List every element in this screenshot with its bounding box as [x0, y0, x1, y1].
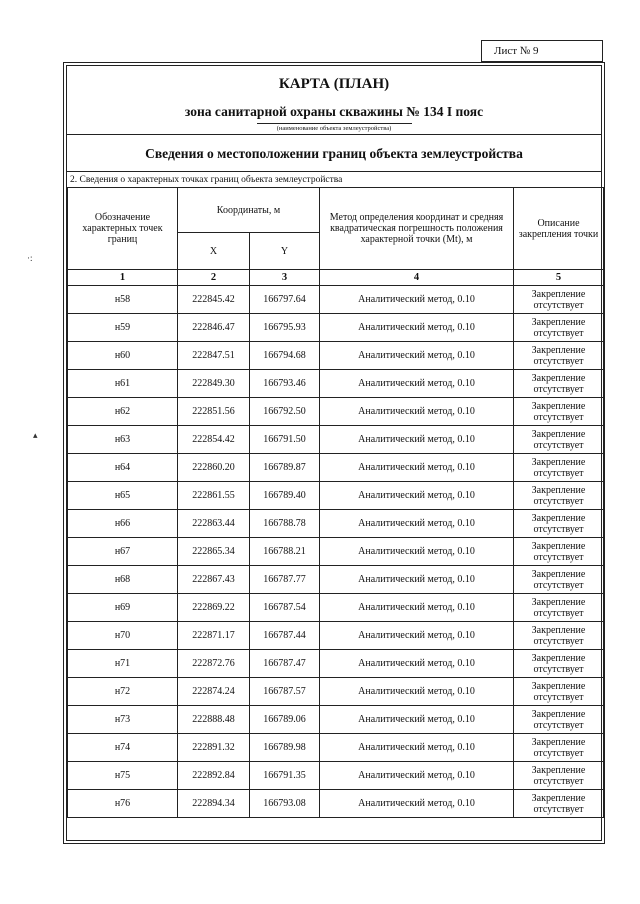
description-cell: Закрепление отсутствует — [514, 314, 604, 342]
description-cell: Закрепление отсутствует — [514, 594, 604, 622]
header-description: Описание закрепления точки — [514, 188, 604, 270]
column-number: 4 — [320, 270, 514, 286]
description-cell: Закрепление отсутствует — [514, 706, 604, 734]
table-row — [68, 454, 604, 482]
description-cell: Закрепление отсутствует — [514, 370, 604, 398]
object-name-caption: (наименование объекта землеустройства) — [276, 125, 392, 132]
header-coordinates: Координаты, м — [178, 188, 320, 233]
x-coordinate-cell: 222874.24 — [178, 678, 250, 706]
point-id-cell: н74 — [68, 734, 178, 762]
y-coordinate-cell: 166787.44 — [250, 622, 320, 650]
x-coordinate-cell: 222863.44 — [178, 510, 250, 538]
point-id-cell: н65 — [68, 482, 178, 510]
y-coordinate-cell: 166788.21 — [250, 538, 320, 566]
point-id-cell: н62 — [68, 398, 178, 426]
table-row — [68, 594, 604, 622]
point-id-cell: н73 — [68, 706, 178, 734]
x-coordinate-cell: 222851.56 — [178, 398, 250, 426]
y-coordinate-cell: 166791.35 — [250, 762, 320, 790]
point-id-cell: н68 — [68, 566, 178, 594]
header-y: Y — [250, 233, 320, 270]
method-cell: Аналитический метод, 0.10 — [320, 510, 514, 538]
caption-underline — [257, 123, 412, 124]
description-cell: Закрепление отсутствует — [514, 342, 604, 370]
y-coordinate-cell: 166793.08 — [250, 790, 320, 818]
point-id-cell: н59 — [68, 314, 178, 342]
x-coordinate-cell: 222849.30 — [178, 370, 250, 398]
description-cell: Закрепление отсутствует — [514, 426, 604, 454]
scan-speck: ▴ — [33, 430, 38, 440]
header-point-name: Обозначение характерных точек границ — [68, 188, 178, 270]
x-coordinate-cell: 222891.32 — [178, 734, 250, 762]
y-coordinate-cell: 166794.68 — [250, 342, 320, 370]
description-cell: Закрепление отсутствует — [514, 622, 604, 650]
description-cell: Закрепление отсутствует — [514, 734, 604, 762]
point-id-cell: н71 — [68, 650, 178, 678]
table-row — [68, 706, 604, 734]
divider — [67, 134, 601, 135]
sheet-number — [481, 40, 603, 62]
table-row — [68, 342, 604, 370]
y-coordinate-cell: 166795.93 — [250, 314, 320, 342]
description-cell: Закрепление отсутствует — [514, 538, 604, 566]
table-row — [68, 286, 604, 314]
table-row — [68, 734, 604, 762]
x-coordinate-cell: 222892.84 — [178, 762, 250, 790]
x-coordinate-cell: 222865.34 — [178, 538, 250, 566]
description-cell: Закрепление отсутствует — [514, 678, 604, 706]
description-cell: Закрепление отсутствует — [514, 762, 604, 790]
document-frame — [63, 62, 605, 844]
y-coordinate-cell: 166793.46 — [250, 370, 320, 398]
y-coordinate-cell: 166791.50 — [250, 426, 320, 454]
y-coordinate-cell: 166789.98 — [250, 734, 320, 762]
method-cell: Аналитический метод, 0.10 — [320, 482, 514, 510]
table-row — [68, 566, 604, 594]
point-id-cell: н60 — [68, 342, 178, 370]
points-table — [67, 187, 604, 818]
table-row — [68, 426, 604, 454]
table-row — [68, 650, 604, 678]
method-cell: Аналитический метод, 0.10 — [320, 594, 514, 622]
point-id-cell: н75 — [68, 762, 178, 790]
table-row — [68, 482, 604, 510]
description-cell: Закрепление отсутствует — [514, 398, 604, 426]
y-coordinate-cell: 166787.47 — [250, 650, 320, 678]
method-cell: Аналитический метод, 0.10 — [320, 538, 514, 566]
method-cell: Аналитический метод, 0.10 — [320, 370, 514, 398]
divider — [67, 171, 601, 172]
point-id-cell: н63 — [68, 426, 178, 454]
method-cell: Аналитический метод, 0.10 — [320, 762, 514, 790]
y-coordinate-cell: 166787.54 — [250, 594, 320, 622]
method-cell: Аналитический метод, 0.10 — [320, 566, 514, 594]
point-id-cell: н67 — [68, 538, 178, 566]
y-coordinate-cell: 166788.78 — [250, 510, 320, 538]
y-coordinate-cell: 166789.06 — [250, 706, 320, 734]
scan-speck: ·: — [27, 253, 33, 263]
table-row — [68, 398, 604, 426]
x-coordinate-cell: 222871.17 — [178, 622, 250, 650]
method-cell: Аналитический метод, 0.10 — [320, 650, 514, 678]
method-cell: Аналитический метод, 0.10 — [320, 622, 514, 650]
point-id-cell: н66 — [68, 510, 178, 538]
y-coordinate-cell: 166787.77 — [250, 566, 320, 594]
point-id-cell: н58 — [68, 286, 178, 314]
column-number: 2 — [178, 270, 250, 286]
description-cell: Закрепление отсутствует — [514, 510, 604, 538]
x-coordinate-cell: 222894.34 — [178, 790, 250, 818]
point-id-cell: н69 — [68, 594, 178, 622]
x-coordinate-cell: 222847.51 — [178, 342, 250, 370]
description-cell: Закрепление отсутствует — [514, 482, 604, 510]
description-cell: Закрепление отсутствует — [514, 790, 604, 818]
x-coordinate-cell: 222860.20 — [178, 454, 250, 482]
points-table-body — [68, 286, 604, 818]
document-subtitle: зона санитарной охраны скважины № 134 I пояс — [184, 104, 484, 119]
x-coordinate-cell: 222845.42 — [178, 286, 250, 314]
description-cell: Закрепление отсутствует — [514, 650, 604, 678]
y-coordinate-cell: 166797.64 — [250, 286, 320, 314]
method-cell: Аналитический метод, 0.10 — [320, 286, 514, 314]
table-row — [68, 678, 604, 706]
document-title: КАРТА (ПЛАН) — [278, 76, 390, 92]
method-cell: Аналитический метод, 0.10 — [320, 678, 514, 706]
table-row — [68, 314, 604, 342]
x-coordinate-cell: 222861.55 — [178, 482, 250, 510]
method-cell: Аналитический метод, 0.10 — [320, 734, 514, 762]
column-number: 1 — [68, 270, 178, 286]
x-coordinate-cell: 222869.22 — [178, 594, 250, 622]
column-number: 5 — [514, 270, 604, 286]
x-coordinate-cell: 222888.48 — [178, 706, 250, 734]
table-row — [68, 370, 604, 398]
sheet-number-label: Лист № 9 — [494, 45, 539, 57]
y-coordinate-cell: 166789.40 — [250, 482, 320, 510]
header-method: Метод определения координат и средняя квадратическая погрешность положения характерной точки (Mt), м — [320, 188, 514, 270]
point-id-cell: н76 — [68, 790, 178, 818]
y-coordinate-cell: 166789.87 — [250, 454, 320, 482]
table-row — [68, 510, 604, 538]
point-id-cell: н61 — [68, 370, 178, 398]
x-coordinate-cell: 222846.47 — [178, 314, 250, 342]
point-id-cell: н64 — [68, 454, 178, 482]
method-cell: Аналитический метод, 0.10 — [320, 398, 514, 426]
y-coordinate-cell: 166792.50 — [250, 398, 320, 426]
method-cell: Аналитический метод, 0.10 — [320, 454, 514, 482]
x-coordinate-cell: 222872.76 — [178, 650, 250, 678]
header-x: X — [178, 233, 250, 270]
method-cell: Аналитический метод, 0.10 — [320, 342, 514, 370]
description-cell: Закрепление отсутствует — [514, 454, 604, 482]
section-title: Сведения о местоположении границ объекта землеустройства — [145, 146, 523, 161]
subsection-title: 2. Сведения о характерных точках границ объекта землеустройства — [70, 175, 343, 185]
x-coordinate-cell: 222854.42 — [178, 426, 250, 454]
table-row — [68, 622, 604, 650]
x-coordinate-cell: 222867.43 — [178, 566, 250, 594]
table-row — [68, 538, 604, 566]
method-cell: Аналитический метод, 0.10 — [320, 426, 514, 454]
table-row — [68, 762, 604, 790]
description-cell: Закрепление отсутствует — [514, 286, 604, 314]
point-id-cell: н72 — [68, 678, 178, 706]
column-number: 3 — [250, 270, 320, 286]
y-coordinate-cell: 166787.57 — [250, 678, 320, 706]
method-cell: Аналитический метод, 0.10 — [320, 790, 514, 818]
document-inner-frame — [66, 65, 602, 841]
table-row — [68, 790, 604, 818]
method-cell: Аналитический метод, 0.10 — [320, 706, 514, 734]
method-cell: Аналитический метод, 0.10 — [320, 314, 514, 342]
description-cell: Закрепление отсутствует — [514, 566, 604, 594]
point-id-cell: н70 — [68, 622, 178, 650]
